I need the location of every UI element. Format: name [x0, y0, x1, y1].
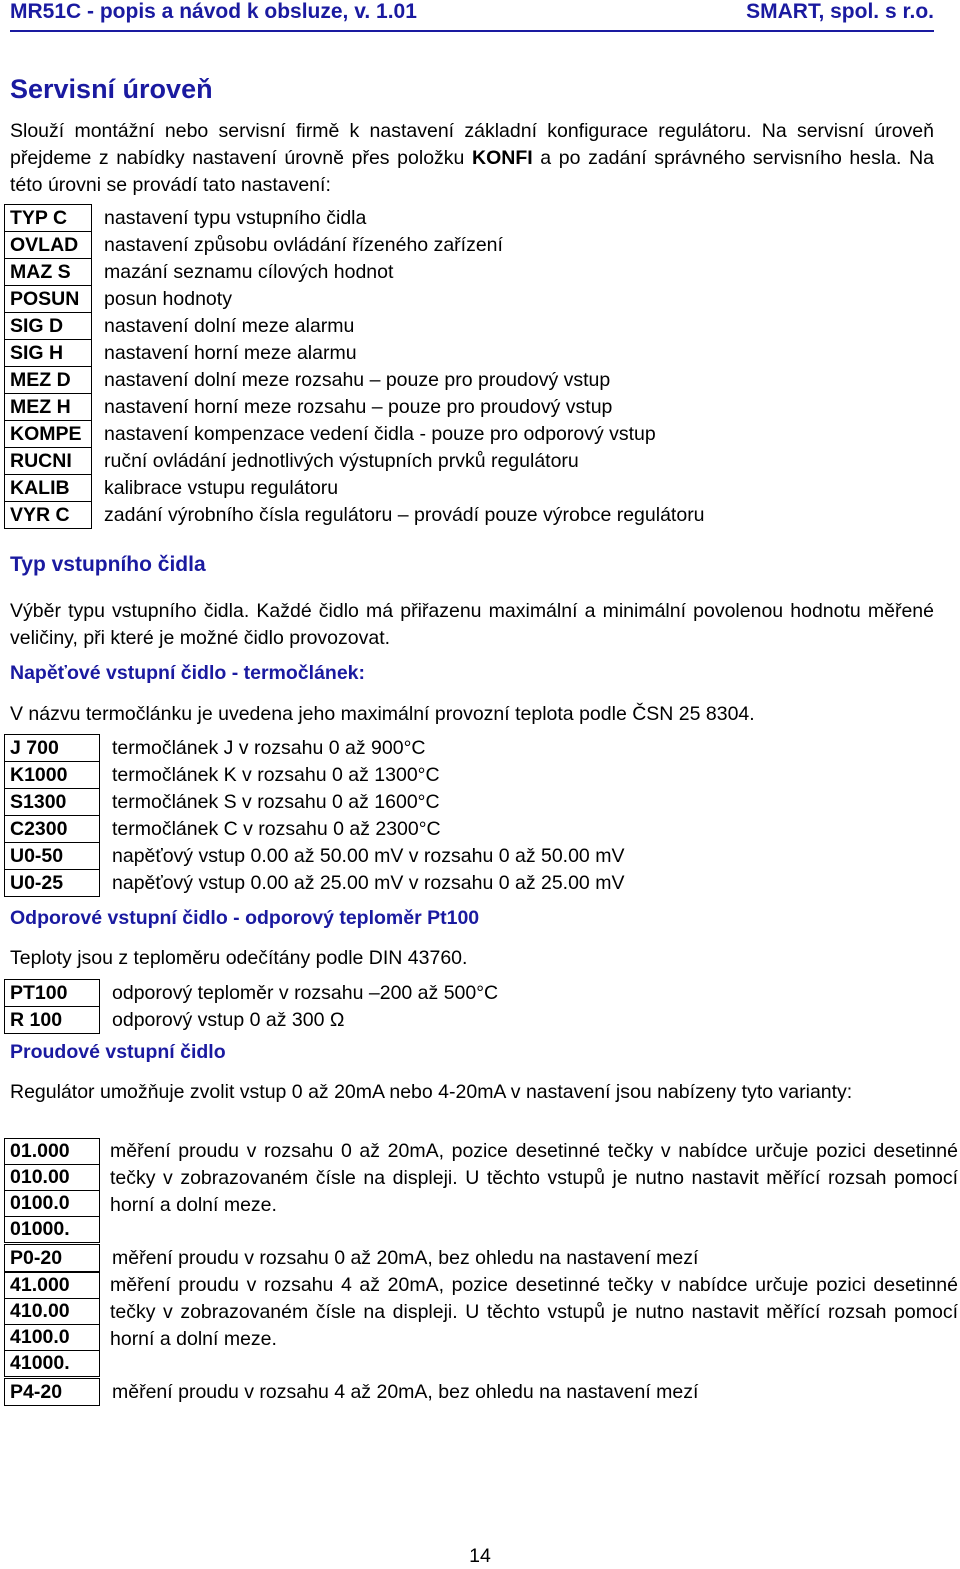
- desc-cell: měření proudu v rozsahu 0 až 20mA, bez ohledu na nastavení mezí: [112, 1246, 699, 1269]
- desc-cell: nastavení dolní meze rozsahu – pouze pro proudový vstup: [104, 368, 611, 391]
- desc-cell: nastavení dolní meze alarmu: [104, 314, 355, 337]
- current-intro: Regulátor umožňuje zvolit vstup 0 až 20mA nebo 4-20mA v nastavení jsou nabízeny tyto varianty:: [10, 1081, 853, 1103]
- table-row: [5, 1379, 699, 1406]
- intro-keyword: KONFI: [472, 147, 533, 169]
- desc-cell: termočlánek S v rozsahu 0 až 1600°C: [112, 790, 440, 813]
- desc-cell: termočlánek K v rozsahu 0 až 1300°C: [112, 763, 440, 786]
- table-row: [5, 313, 705, 340]
- sensor-intro: Výběr typu vstupního čidla. Každé čidlo má přiřazenu maximální a minimální povolenou hodnotu měřené veličiny, při které je možné čidlo provozovat.: [10, 600, 934, 649]
- code-cell: J 700: [5, 735, 100, 762]
- code-cell: RUCNI: [5, 448, 92, 475]
- page-number: 14: [469, 1545, 491, 1567]
- current-code: 41000.: [5, 1351, 100, 1377]
- table-row: [5, 421, 705, 448]
- code-cell: KALIB: [5, 475, 92, 502]
- current-code: 41.000: [5, 1273, 100, 1299]
- current-code: 410.00: [5, 1299, 100, 1325]
- current-p020-table: [4, 1244, 698, 1272]
- header-divider: [10, 30, 934, 32]
- table-row: [5, 232, 705, 259]
- desc-cell: zadání výrobního čísla regulátoru – provádí pouze výrobce regulátoru: [104, 503, 705, 526]
- code-cell: PT100: [5, 980, 100, 1007]
- desc-cell: nastavení kompenzace vedení čidla - pouze pro odporový vstup: [104, 422, 656, 445]
- current-codes-0-20: [4, 1138, 100, 1243]
- thermocouple-table: [4, 734, 625, 897]
- code-cell: P0-20: [5, 1245, 100, 1272]
- code-cell: S1300: [5, 789, 100, 816]
- intro-paragraph: [10, 118, 934, 199]
- section-title: Servisní úroveň: [10, 74, 213, 104]
- code-cell: MAZ S: [5, 259, 92, 286]
- table-row: [5, 1007, 499, 1034]
- code-cell: SIG H: [5, 340, 92, 367]
- desc-cell: termočlánek J v rozsahu 0 až 900°C: [112, 736, 426, 759]
- code-cell: K1000: [5, 762, 100, 789]
- desc-cell: odporový vstup 0 až 300 Ω: [112, 1008, 345, 1031]
- table-row: [5, 394, 705, 421]
- table-row: [5, 1245, 699, 1272]
- code-cell: C2300: [5, 816, 100, 843]
- code-cell: R 100: [5, 1007, 100, 1034]
- current-heading: Proudové vstupní čidlo: [10, 1041, 226, 1063]
- desc-cell: nastavení způsobu ovládání řízeného zařízení: [104, 233, 503, 256]
- desc-cell: nastavení typu vstupního čidla: [104, 206, 367, 229]
- desc-cell: kalibrace vstupu regulátoru: [104, 476, 339, 499]
- table-row: [5, 789, 625, 816]
- table-row: [5, 448, 705, 475]
- current-code: 010.00: [5, 1165, 100, 1191]
- header-title: MR51C - popis a návod k obsluze, v. 1.01: [10, 0, 417, 23]
- resistance-intro: Teploty jsou z teploměru odečítány podle DIN 43760.: [10, 947, 468, 969]
- code-cell: U0-25: [5, 870, 100, 897]
- page-header: [10, 0, 934, 30]
- desc-cell: posun hodnoty: [104, 287, 232, 310]
- table-row: [5, 340, 705, 367]
- desc-cell: napěťový vstup 0.00 až 50.00 mV v rozsahu 0 až 50.00 mV: [112, 844, 625, 867]
- code-cell: VYR C: [5, 502, 92, 529]
- code-cell: OVLAD: [5, 232, 92, 259]
- table-row: [5, 735, 625, 762]
- resistance-table: [4, 979, 499, 1034]
- table-row: [5, 816, 625, 843]
- desc-cell: odporový teploměr v rozsahu –200 až 500°C: [112, 981, 499, 1004]
- table-row: [5, 286, 705, 313]
- desc-cell: měření proudu v rozsahu 4 až 20mA, bez ohledu na nastavení mezí: [112, 1380, 699, 1403]
- table-row: [5, 475, 705, 502]
- table-row: [5, 205, 705, 232]
- resistance-heading: Odporové vstupní čidlo - odporový teploměr Pt100: [10, 907, 480, 929]
- current-group-0-20: [4, 1138, 960, 1243]
- desc-cell: termočlánek C v rozsahu 0 až 2300°C: [112, 817, 441, 840]
- thermocouple-heading: Napěťové vstupní čidlo - termočlánek:: [10, 662, 366, 684]
- intro-text-start: Slouží montážní nebo servisní firmě k nastavení základní konfigurace regulátoru. Na servisní úroveň přejdeme z nabídky nastavení úrovně přes položku: [10, 120, 934, 169]
- code-cell: SIG D: [5, 313, 92, 340]
- current-code: 4100.0: [5, 1325, 100, 1351]
- current-desc-4-20: měření proudu v rozsahu 4 až 20mA, pozice desetinné tečky v nabídce určuje pozici desetinné tečky v zobrazovaném čísle na displeji. U těchto vstupů je nutno nastavit měřící rozsah pomocí horní a dolní meze.: [110, 1274, 958, 1350]
- sensor-type-heading: Typ vstupního čidla: [10, 553, 206, 576]
- desc-cell: ruční ovládání jednotlivých výstupních prvků regulátoru: [104, 449, 579, 472]
- intro-text-end: a po zadání správného servisního hesla. Na této úrovni se provádí tato nastavení:: [10, 147, 934, 196]
- table-row: [5, 980, 499, 1007]
- current-p420-table: [4, 1378, 698, 1406]
- table-row: [5, 367, 705, 394]
- service-items-table: [4, 204, 705, 529]
- table-row: [5, 843, 625, 870]
- code-cell: P4-20: [5, 1379, 100, 1406]
- current-group-4-20: [4, 1272, 960, 1377]
- table-row: [5, 870, 625, 897]
- code-cell: U0-50: [5, 843, 100, 870]
- code-cell: POSUN: [5, 286, 92, 313]
- desc-cell: nastavení horní meze rozsahu – pouze pro proudový vstup: [104, 395, 613, 418]
- current-desc-0-20: měření proudu v rozsahu 0 až 20mA, pozice desetinné tečky v nabídce určuje pozici desetinné tečky v zobrazovaném čísle na displeji. U těchto vstupů je nutno nastavit měřící rozsah pomocí horní a dolní meze.: [110, 1140, 958, 1216]
- code-cell: MEZ D: [5, 367, 92, 394]
- table-row: [5, 259, 705, 286]
- desc-cell: nastavení horní meze alarmu: [104, 341, 357, 364]
- current-code: 0100.0: [5, 1191, 100, 1217]
- code-cell: KOMPE: [5, 421, 92, 448]
- current-code: 01.000: [5, 1139, 100, 1165]
- code-cell: MEZ H: [5, 394, 92, 421]
- desc-cell: napěťový vstup 0.00 až 25.00 mV v rozsahu 0 až 25.00 mV: [112, 871, 625, 894]
- current-code: 01000.: [5, 1217, 100, 1243]
- table-row: [5, 502, 705, 529]
- header-company: SMART, spol. s r.o.: [746, 0, 934, 23]
- table-row: [5, 762, 625, 789]
- code-cell: TYP C: [5, 205, 92, 232]
- thermocouple-intro: V názvu termočlánku je uvedena jeho maximální provozní teplota podle ČSN 25 8304.: [10, 703, 755, 725]
- desc-cell: mazání seznamu cílových hodnot: [104, 260, 394, 283]
- current-codes-4-20: [4, 1272, 100, 1377]
